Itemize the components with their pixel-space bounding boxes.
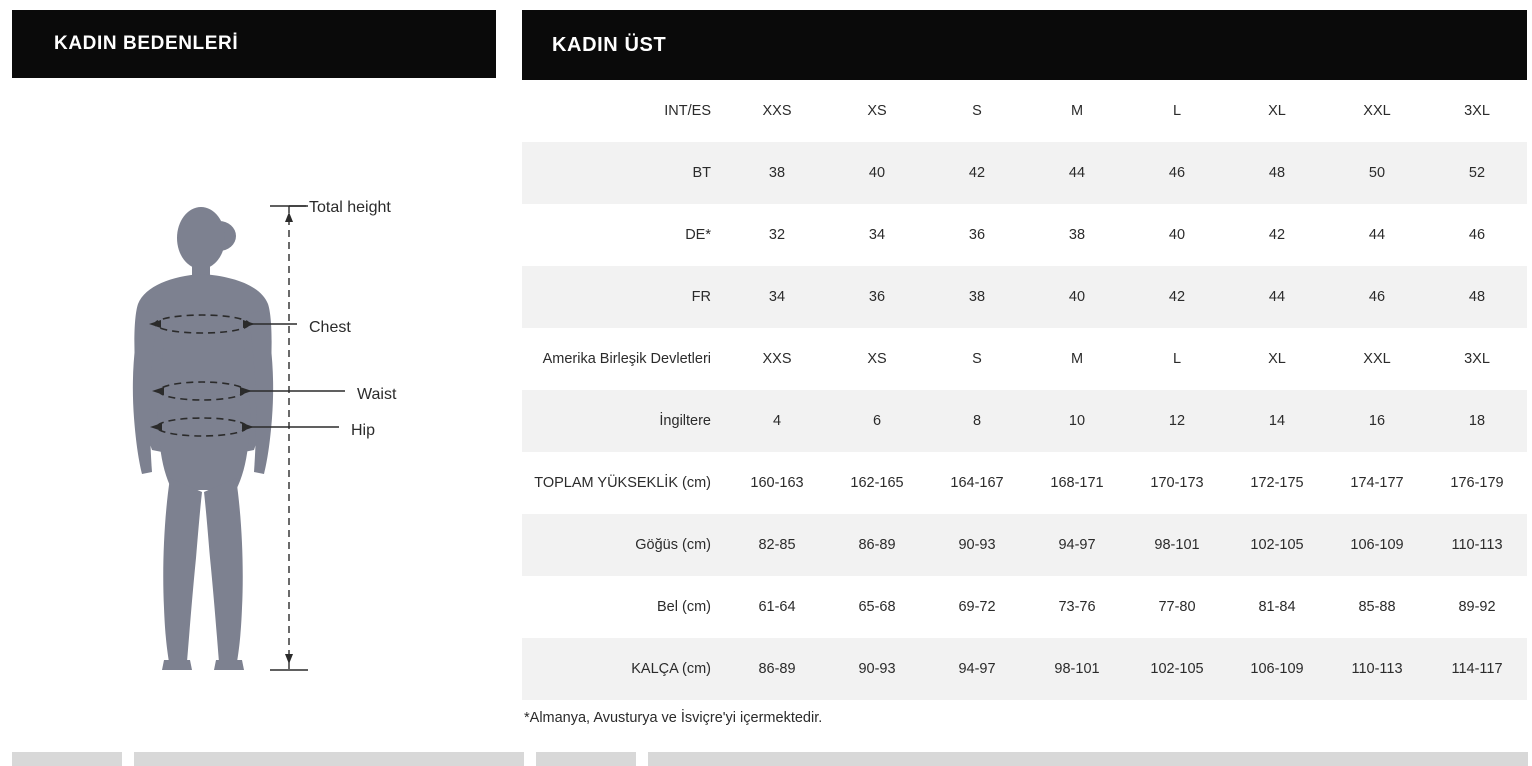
table-cell: 46 [1427, 204, 1527, 266]
table-cell: XXS [727, 328, 827, 390]
label-waist: Waist [357, 386, 397, 403]
table-cell: XL [1227, 80, 1327, 142]
page-bottom-strip [0, 748, 1532, 766]
table-row-label: KALÇA (cm) [522, 638, 727, 700]
table-cell: 3XL [1427, 80, 1527, 142]
table-row [522, 204, 1527, 266]
table-row-label: BT [522, 142, 727, 204]
table-cell: 32 [727, 204, 827, 266]
table-cell: 48 [1427, 266, 1527, 328]
table-row-label: FR [522, 266, 727, 328]
table-cell: 38 [1027, 204, 1127, 266]
table-cell: S [927, 80, 1027, 142]
table-cell: 61-64 [727, 576, 827, 638]
table-cell: 86-89 [727, 638, 827, 700]
women-top-header [522, 10, 1527, 80]
table-cell: 89-92 [1427, 576, 1527, 638]
table-row [522, 576, 1527, 638]
table-cell: 160-163 [727, 452, 827, 514]
women-top-panel [522, 10, 1527, 756]
table-cell: XS [827, 328, 927, 390]
table-cell: 73-76 [1027, 576, 1127, 638]
table-row-label: Amerika Birleşik Devletleri [522, 328, 727, 390]
table-cell: 10 [1027, 390, 1127, 452]
table-cell: S [927, 328, 1027, 390]
table-cell: 110-113 [1427, 514, 1527, 576]
size-conversion-table [522, 80, 1527, 700]
table-cell: 98-101 [1127, 514, 1227, 576]
table-row [522, 328, 1527, 390]
table-cell: 94-97 [1027, 514, 1127, 576]
table-cell: M [1027, 80, 1127, 142]
table-cell: 176-179 [1427, 452, 1527, 514]
table-cell: 102-105 [1127, 638, 1227, 700]
table-cell: 168-171 [1027, 452, 1127, 514]
table-cell: 114-117 [1427, 638, 1527, 700]
table-cell: 69-72 [927, 576, 1027, 638]
table-cell: 6 [827, 390, 927, 452]
table-row [522, 452, 1527, 514]
table-row [522, 514, 1527, 576]
table-cell: 170-173 [1127, 452, 1227, 514]
table-cell: 12 [1127, 390, 1227, 452]
table-cell: 34 [827, 204, 927, 266]
table-cell: 36 [827, 266, 927, 328]
table-cell: L [1127, 328, 1227, 390]
table-cell: 38 [727, 142, 827, 204]
table-cell: 172-175 [1227, 452, 1327, 514]
table-cell: 90-93 [827, 638, 927, 700]
table-row-label: DE* [522, 204, 727, 266]
table-cell: 14 [1227, 390, 1327, 452]
table-row-label: INT/ES [522, 80, 727, 142]
table-cell: 110-113 [1327, 638, 1427, 700]
table-cell: 86-89 [827, 514, 927, 576]
table-cell: 102-105 [1227, 514, 1327, 576]
table-row-label: Bel (cm) [522, 576, 727, 638]
table-cell: XL [1227, 328, 1327, 390]
table-footnote: *Almanya, Avusturya ve İsviçre'yi içermektedir. [524, 710, 823, 726]
table-cell: XXL [1327, 80, 1427, 142]
table-cell: 48 [1227, 142, 1327, 204]
table-cell: XXL [1327, 328, 1427, 390]
table-cell: 52 [1427, 142, 1527, 204]
table-row-label: İngiltere [522, 390, 727, 452]
table-row-label: TOPLAM YÜKSEKLİK (cm) [522, 452, 727, 514]
table-cell: 42 [1127, 266, 1227, 328]
table-cell: 82-85 [727, 514, 827, 576]
body-diagram-container [12, 78, 496, 678]
label-chest: Chest [309, 319, 351, 336]
female-body-measurement-diagram [12, 78, 496, 678]
table-row [522, 266, 1527, 328]
women-top-title: KADIN ÜST [552, 33, 667, 56]
table-cell: 106-109 [1327, 514, 1427, 576]
label-hip: Hip [351, 422, 376, 439]
table-cell: 38 [927, 266, 1027, 328]
table-cell: XXS [727, 80, 827, 142]
table-cell: 40 [1127, 204, 1227, 266]
table-cell: L [1127, 80, 1227, 142]
table-cell: 42 [927, 142, 1027, 204]
table-cell: 46 [1127, 142, 1227, 204]
table-cell: 42 [1227, 204, 1327, 266]
women-sizes-panel [12, 10, 496, 756]
table-row [522, 390, 1527, 452]
table-cell: 106-109 [1227, 638, 1327, 700]
table-row [522, 80, 1527, 142]
table-row [522, 638, 1527, 700]
table-cell: 16 [1327, 390, 1427, 452]
table-cell: M [1027, 328, 1127, 390]
table-cell: 98-101 [1027, 638, 1127, 700]
table-cell: 44 [1027, 142, 1127, 204]
women-sizes-header [12, 10, 496, 78]
table-cell: 81-84 [1227, 576, 1327, 638]
table-cell: 4 [727, 390, 827, 452]
label-total-height: Total height [309, 199, 391, 216]
table-cell: 3XL [1427, 328, 1527, 390]
table-cell: 44 [1327, 204, 1427, 266]
table-cell: 164-167 [927, 452, 1027, 514]
table-cell: 46 [1327, 266, 1427, 328]
table-cell: 77-80 [1127, 576, 1227, 638]
women-sizes-title: KADIN BEDENLERİ [54, 33, 239, 54]
table-cell: 40 [827, 142, 927, 204]
table-cell: 90-93 [927, 514, 1027, 576]
table-cell: 85-88 [1327, 576, 1427, 638]
table-cell: 36 [927, 204, 1027, 266]
table-cell: 174-177 [1327, 452, 1427, 514]
table-cell: 162-165 [827, 452, 927, 514]
table-cell: 18 [1427, 390, 1527, 452]
table-cell: 40 [1027, 266, 1127, 328]
table-row-label: Göğüs (cm) [522, 514, 727, 576]
table-cell: 65-68 [827, 576, 927, 638]
table-cell: 44 [1227, 266, 1327, 328]
table-cell: 34 [727, 266, 827, 328]
table-cell: 50 [1327, 142, 1427, 204]
table-cell: XS [827, 80, 927, 142]
table-cell: 94-97 [927, 638, 1027, 700]
table-row [522, 142, 1527, 204]
table-cell: 8 [927, 390, 1027, 452]
